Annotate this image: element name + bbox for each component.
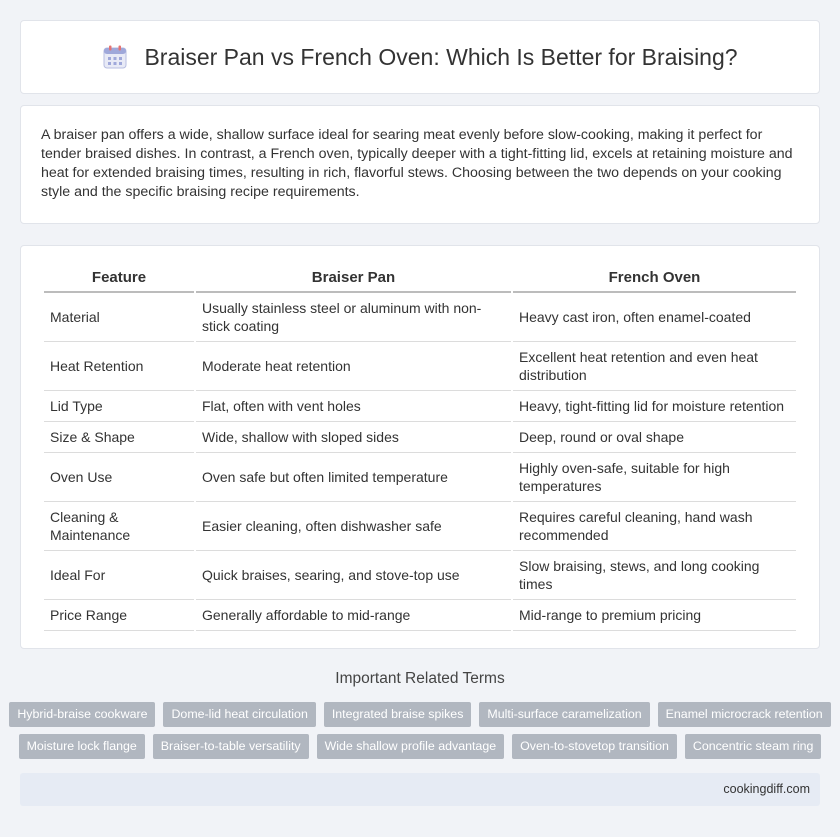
table-cell: Cleaning & Maintenance (44, 502, 194, 551)
table-cell: Ideal For (44, 551, 194, 600)
term-tag[interactable]: Braiser-to-table versatility (153, 734, 309, 759)
table-cell: Lid Type (44, 391, 194, 422)
term-tag[interactable]: Hybrid-braise cookware (9, 702, 155, 727)
table-cell: Oven Use (44, 453, 194, 502)
comparison-table-card (20, 245, 820, 649)
table-cell: Usually stainless steel or aluminum with non-stick coating (196, 293, 511, 342)
table-cell: Material (44, 293, 194, 342)
page-title: Braiser Pan vs French Oven: Which Is Better for Braising? (144, 43, 738, 70)
table-header-row (44, 263, 796, 293)
term-tag[interactable]: Moisture lock flange (19, 734, 145, 759)
table-cell: Heat Retention (44, 342, 194, 391)
table-row (44, 551, 796, 600)
term-tag[interactable]: Multi-surface caramelization (479, 702, 649, 727)
calendar-icon (102, 44, 128, 70)
term-tag[interactable]: Dome-lid heat circulation (163, 702, 315, 727)
table-row (44, 502, 796, 551)
term-tag[interactable]: Enamel microcrack retention (658, 702, 831, 727)
column-header: Braiser Pan (196, 263, 511, 293)
table-cell: Excellent heat retention and even heat distribution (513, 342, 796, 391)
term-tag[interactable]: Concentric steam ring (685, 734, 822, 759)
table-row (44, 422, 796, 453)
table-row (44, 342, 796, 391)
table-cell: Price Range (44, 600, 194, 631)
table-row (44, 453, 796, 502)
comparison-table (42, 263, 798, 631)
table-cell: Wide, shallow with sloped sides (196, 422, 511, 453)
related-terms-row-2 (0, 734, 840, 759)
title-card (20, 20, 820, 94)
table-cell: Mid-range to premium pricing (513, 600, 796, 631)
table-cell: Heavy, tight-fitting lid for moisture retention (513, 391, 796, 422)
table-cell: Flat, often with vent holes (196, 391, 511, 422)
footer-site-link[interactable]: cookingdiff.com (723, 782, 810, 796)
term-tag[interactable]: Oven-to-stovetop transition (512, 734, 677, 759)
term-tag[interactable]: Integrated braise spikes (324, 702, 472, 727)
table-cell: Highly oven-safe, suitable for high temperatures (513, 453, 796, 502)
intro-text: A braiser pan offers a wide, shallow surface ideal for searing meat evenly before slow-cooking, making it perfect for tender braised dishes. In contrast, a French oven, typically deeper with a tight-fitting lid, excels at retaining moisture and heat for extended braising times, resulting in rich, flavorful stews. Choosing between the two depends on your cooking style and the specific braising recipe requirements. (41, 127, 793, 200)
related-terms-title: Important Related Terms (335, 670, 505, 687)
related-terms-row-1 (0, 702, 840, 727)
table-cell: Moderate heat retention (196, 342, 511, 391)
table-cell: Requires careful cleaning, hand wash recommended (513, 502, 796, 551)
table-cell: Slow braising, stews, and long cooking times (513, 551, 796, 600)
table-cell: Easier cleaning, often dishwasher safe (196, 502, 511, 551)
column-header: Feature (44, 263, 194, 293)
intro-card (20, 105, 820, 224)
footer (20, 773, 820, 806)
term-tag[interactable]: Wide shallow profile advantage (317, 734, 505, 759)
table-row (44, 600, 796, 631)
table-cell: Quick braises, searing, and stove-top use (196, 551, 511, 600)
table-cell: Oven safe but often limited temperature (196, 453, 511, 502)
column-header: French Oven (513, 263, 796, 293)
table-cell: Deep, round or oval shape (513, 422, 796, 453)
table-cell: Heavy cast iron, often enamel-coated (513, 293, 796, 342)
table-row (44, 391, 796, 422)
table-cell: Generally affordable to mid-range (196, 600, 511, 631)
table-cell: Size & Shape (44, 422, 194, 453)
table-row (44, 293, 796, 342)
